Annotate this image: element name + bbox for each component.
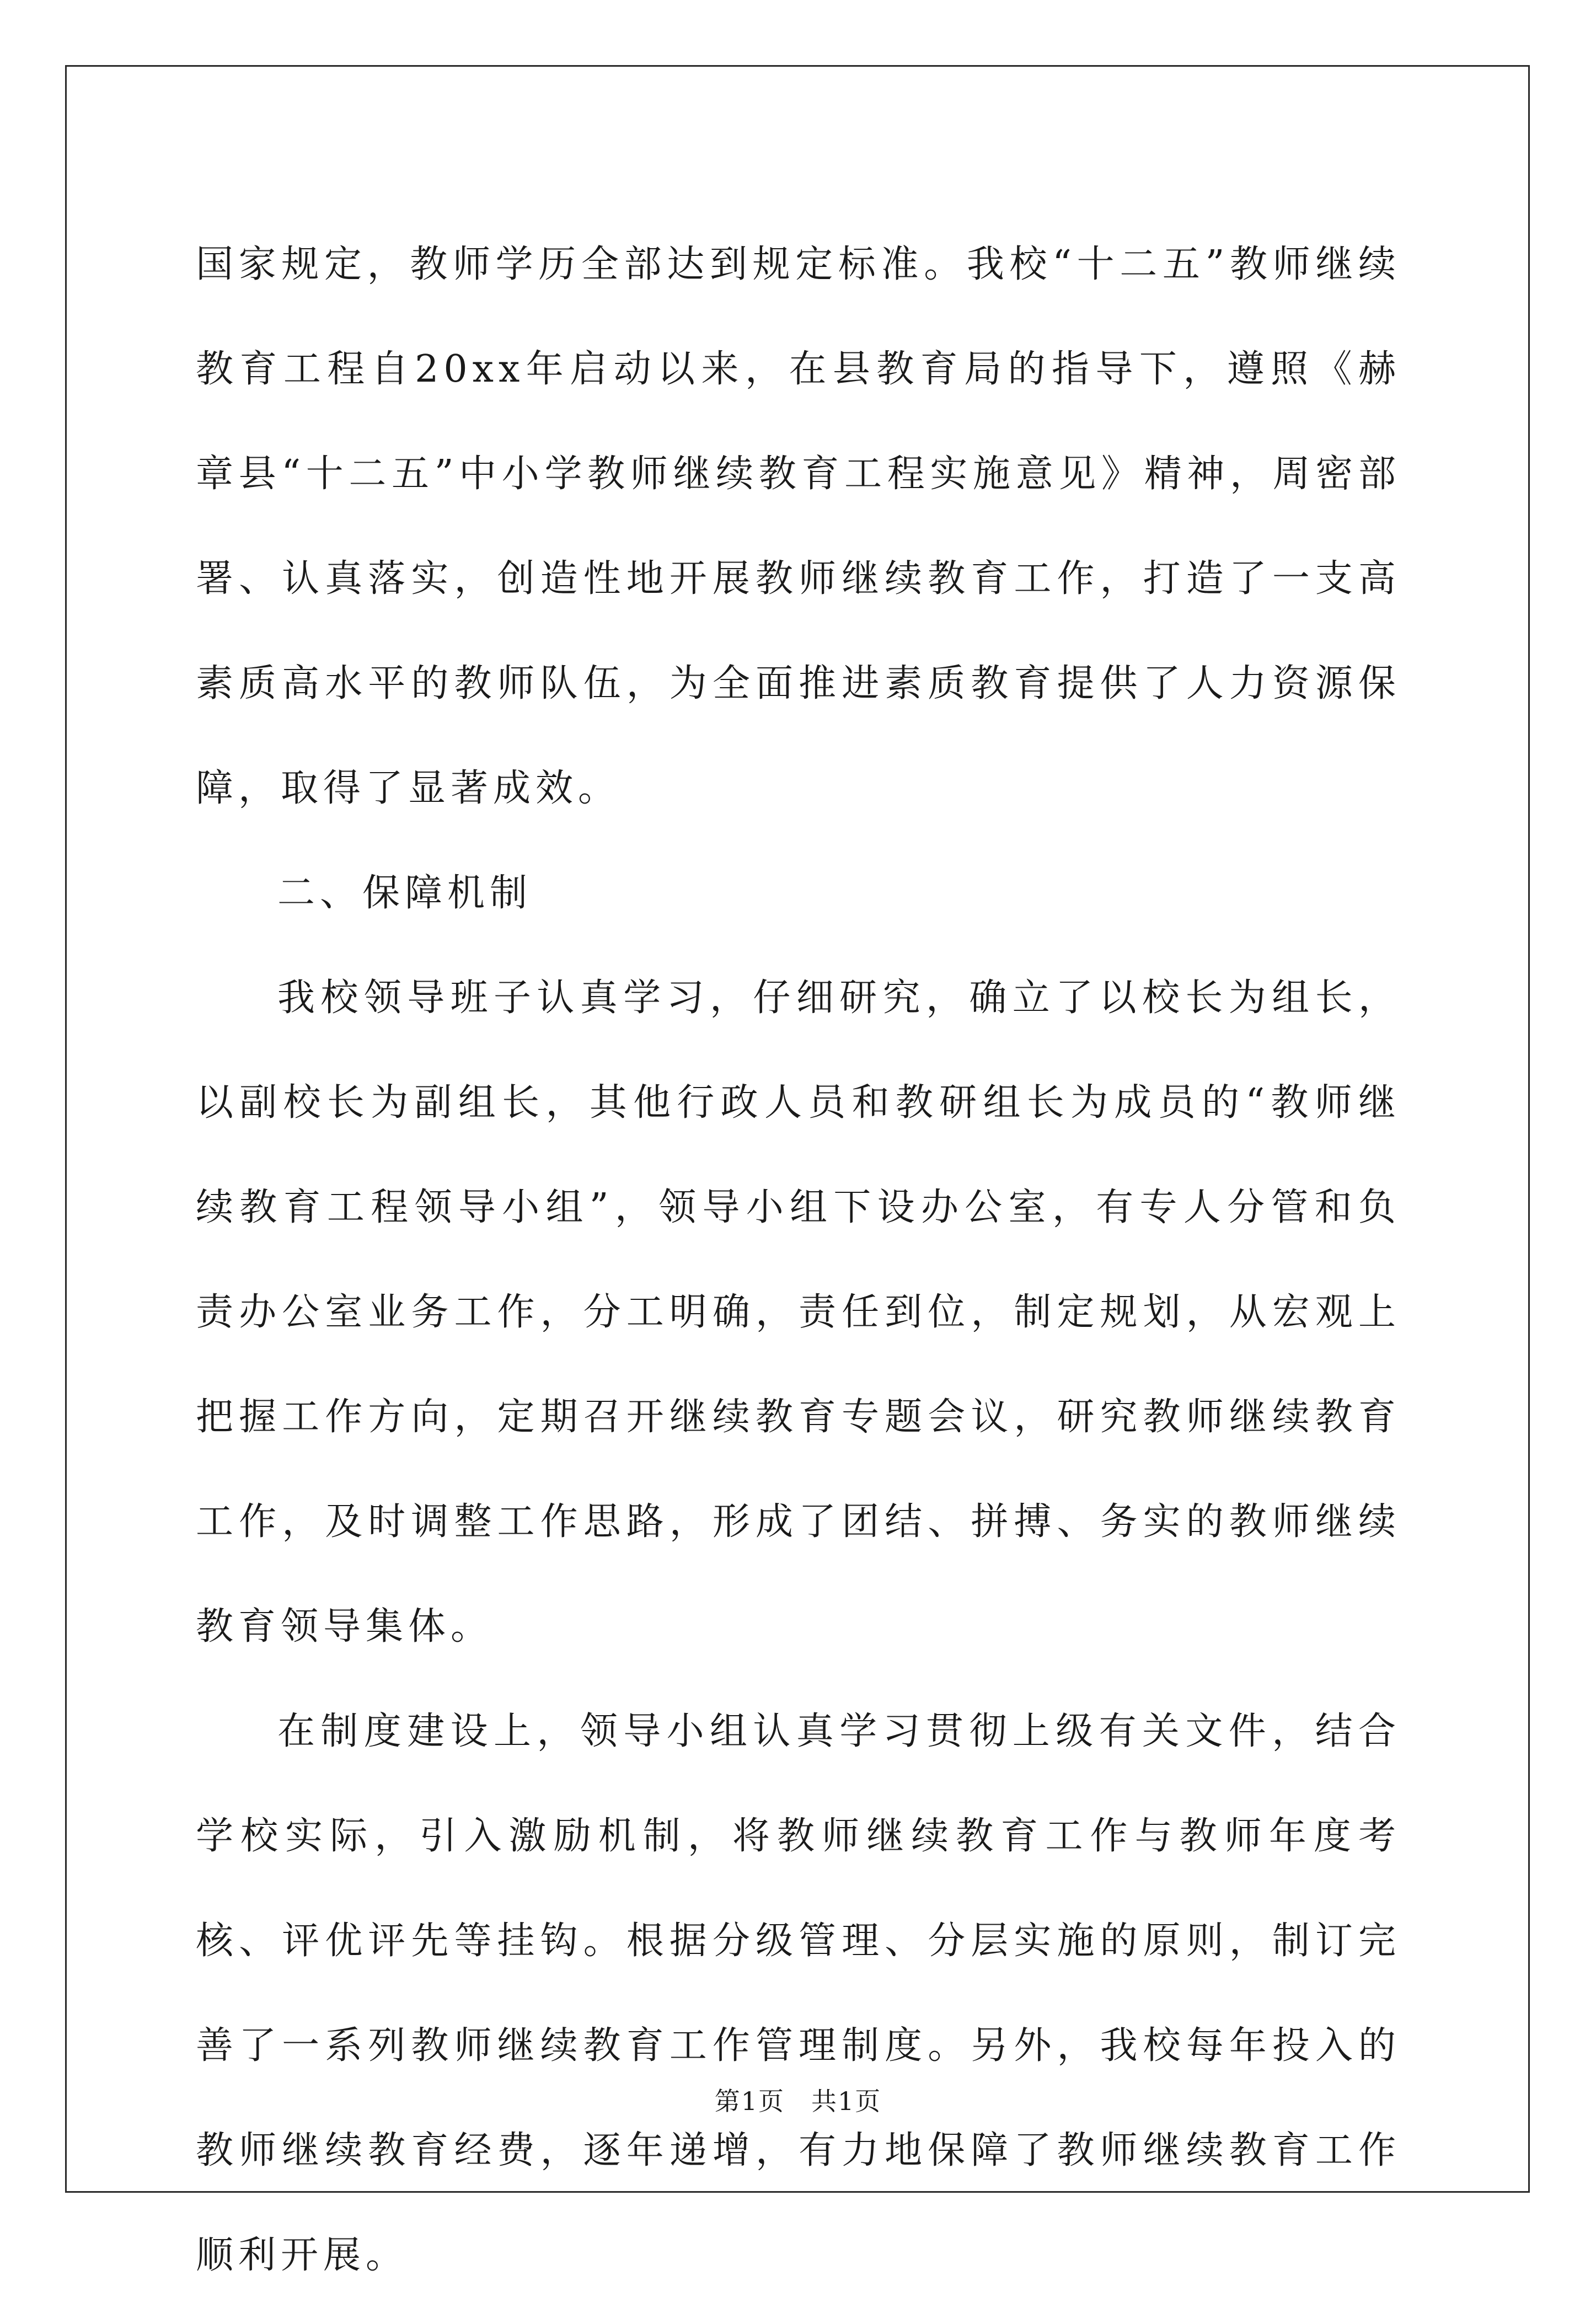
paragraph-leadership: 我校领导班子认真学习，仔细研究，确立了以校长为组长，以副校长为副组长，其他行政人员和教研组长为成员的“教师继续教育工程领导小组”，领导小组下设办公室，有专人分管和负责办公室业务工作，分工明确，责任到位，制定规划，从宏观上把握工作方向，定期召开继续教育专题会议，研究教师继续教育工作，及时调整工作思路，形成了团结、拼搏、务实的教师继续教育领导集体。 [196,976,1401,1648]
page-number-footer: 第1页 共1页 [714,2086,882,2116]
document-body [196,212,1401,2308]
paragraph-intro: 国家规定，教师学历全部达到规定标准。我校“十二五”教师继续教育工程自20xx年启动以来，在县教育局的指导下，遵照《赫章县“十二五”中小学教师继续教育工程实施意见》精神，周密部署、认真落实，创造性地开展教师继续教育工作，打造了一支高素质高水平的教师队伍，为全面推进素质教育提供了人力资源保障，取得了显著成效。 [196,243,1401,810]
paragraph-system: 在制度建设上，领导小组认真学习贯彻上级有关文件，结合学校实际，引入激励机制，将教师继续教育工作与教师年度考核、评优评先等挂钩。根据分级管理、分层实施的原则，制订完善了一系列教师继续教育工作管理制度。另外，我校每年投入的教师继续教育经费，逐年递增，有力地保障了教师继续教育工作顺利开展。 [196,1710,1401,2277]
section-heading: 二、保障机制 [277,871,533,915]
